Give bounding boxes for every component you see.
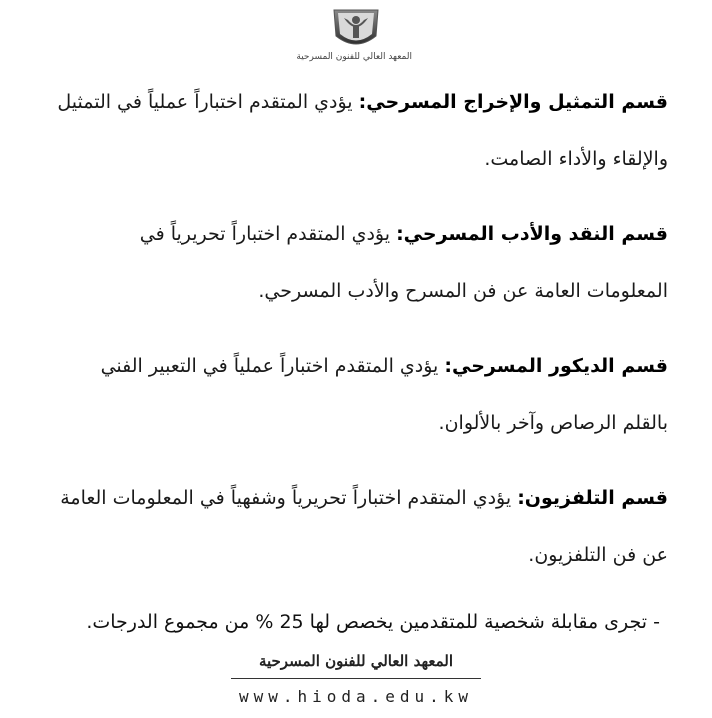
- paragraph-body: يؤدي المتقدم اختباراً عملياً في التعبير الفني بالقلم الرصاص وآخر بالألوان.: [100, 355, 668, 434]
- paragraph-body: يؤدي المتقدم اختباراً تحريرياً في المعلومات العامة عن فن المسرح والأدب المسرحي.: [139, 223, 668, 302]
- paragraph-television: [56, 470, 668, 584]
- paragraph-acting-directing: [56, 74, 668, 188]
- main-content: [56, 74, 668, 642]
- paragraph-label: قسم الديكور المسرحي:: [444, 355, 668, 377]
- paragraph-body: يؤدي المتقدم اختباراً تحريرياً وشفهياً في المعلومات العامة عن فن التلفزيون.: [60, 487, 668, 566]
- footer: [0, 652, 712, 706]
- footer-url: www.hioda.edu.kw: [238, 687, 474, 706]
- header-logo: [296, 6, 412, 66]
- paragraph-body: يؤدي المتقدم اختباراً عملياً في التمثيل والإلقاء والأداء الصامت.: [57, 91, 668, 170]
- logo-caption: المعهد العالي للفنون المسرحية: [296, 52, 412, 62]
- footer-divider: [231, 678, 481, 679]
- paragraph-criticism-literature: [56, 206, 668, 320]
- paragraph-label: قسم النقد والأدب المسرحي:: [396, 223, 668, 245]
- footer-title: المعهد العالي للفنون المسرحية: [258, 652, 454, 670]
- paragraph-label: قسم التمثيل والإخراج المسرحي:: [358, 91, 668, 113]
- institute-shield-logo-icon: [326, 6, 386, 54]
- interview-note: - تجرى مقابلة شخصية للمتقدمين يخصص لها 25 % من مجموع الدرجات.: [86, 611, 660, 633]
- paragraph-label: قسم التلفزيون:: [517, 487, 668, 509]
- paragraph-decor: [56, 338, 668, 452]
